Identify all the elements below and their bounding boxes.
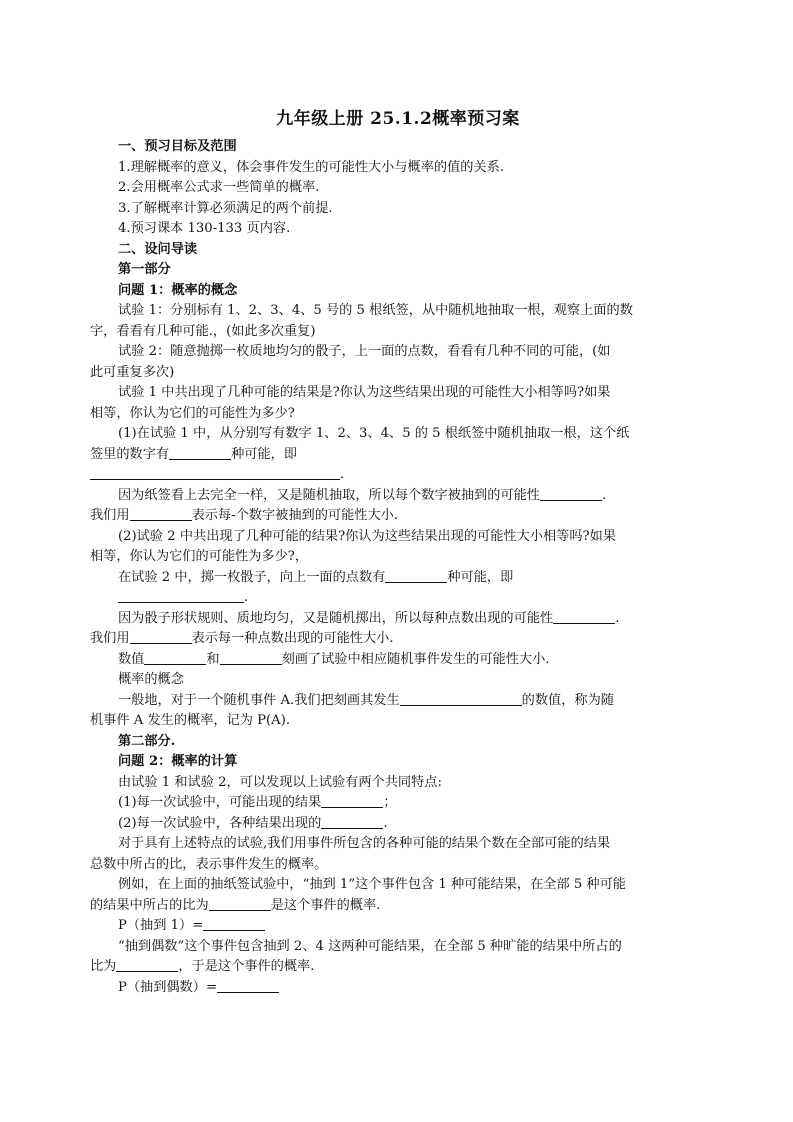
paragraph-4 xyxy=(118,568,678,589)
text: 的结果中所占的比为 xyxy=(90,897,209,913)
text: . xyxy=(602,487,607,503)
paragraph-q1-cont: 相等，你认为它们的可能性为多少? xyxy=(90,405,295,421)
fill-blank[interactable] xyxy=(130,629,192,644)
paragraph-3: (2)试验 2 中共出现了几种可能的结果?你认为这些结果出现的可能性大小相等吗?如果 xyxy=(118,528,616,544)
text: 是这个事件的概率. xyxy=(270,897,381,913)
paragraph-9: 对于具有上述特点的试验,我们用事件所包含的各种可能的结果个数在全部可能的结果 xyxy=(118,836,611,851)
text: 因为纸签看上去完全一样，又是随机抽取，所以每个数字被抽到的可能性 xyxy=(118,487,540,503)
text: (2)每一次试验中，各种结果出现的 xyxy=(118,815,322,831)
fill-blank[interactable] xyxy=(321,814,383,829)
text: . xyxy=(615,610,620,626)
paragraph-1-cont xyxy=(90,445,678,466)
fill-blank[interactable] xyxy=(540,486,602,501)
paragraph-8: 由试验 1 和试验 2，可以发现以上试验有两个共同特点: xyxy=(118,774,442,790)
paragraph-6 xyxy=(118,650,678,671)
text: 种可能，即 xyxy=(447,569,514,585)
text: 我们用 xyxy=(90,508,130,523)
text: . xyxy=(244,590,249,605)
text: . xyxy=(383,815,388,831)
paragraph-5 xyxy=(118,609,678,630)
experiment2-line1: 试验 2：随意抛掷一枚质地均匀的骰子，上一面的点数，看看有几种不同的可能，(如 xyxy=(118,344,611,359)
paragraph-1: (1)在试验 1 中，从分别写有数字 1、2、3、4、5 的 5 根纸签中随机抽取一根，这个纸 xyxy=(118,426,630,441)
text: ； xyxy=(383,795,397,810)
fill-blank[interactable] xyxy=(385,568,447,583)
concept-heading: 概率的概念 xyxy=(118,672,184,687)
fill-blank[interactable] xyxy=(144,650,206,665)
paragraph-11: “抽到偶数”这个事件包含抽到 2、4 这两种可能结果，在全部 5 种旷能的结果中所占的 xyxy=(118,938,622,954)
fill-blank[interactable] xyxy=(400,691,522,706)
text: 表示每一种点数出现的可能性大小. xyxy=(191,631,394,646)
text: 的数值，称为随 xyxy=(521,692,614,708)
experiment1-line1: 试验 1：分别标有 1、2、3、4、5 号的 5 根纸签，从中随机地抽取一根，观察上面的数 xyxy=(118,303,633,318)
text: P（抽到 1）= xyxy=(118,918,204,933)
paragraph-q1: 试验 1 中共出现了几种可能的结果是?你认为这些结果出现的可能性大小相等吗?如果 xyxy=(118,385,611,400)
text: 种可能，即 xyxy=(231,446,298,462)
paragraph-2 xyxy=(118,486,678,507)
fill-blank[interactable] xyxy=(209,896,271,911)
text: 在试验 2 中，掷一枚骰子，向上一面的点数有 xyxy=(118,569,386,585)
fill-blank[interactable] xyxy=(203,916,265,931)
fill-blank[interactable] xyxy=(321,793,383,808)
objective-item: 4.预习课本 130-133 页内容. xyxy=(118,221,291,236)
text: P（抽到偶数）= xyxy=(118,979,218,995)
fill-blank[interactable] xyxy=(169,445,231,460)
text: 比为 xyxy=(90,959,117,974)
formula-line-1 xyxy=(118,916,678,937)
fill-blank[interactable] xyxy=(90,465,340,480)
text: 我们用 xyxy=(90,631,130,646)
question1-heading: 问题 1：概率的概念 xyxy=(118,282,238,298)
text: 表示每-个数字被抽到的可能性大小. xyxy=(191,508,399,523)
paragraph-2-cont xyxy=(90,506,678,527)
part1-heading: 第一部分 xyxy=(118,262,171,277)
text: 和 xyxy=(206,651,220,667)
text: 签里的数字有 xyxy=(90,446,170,462)
answer-line xyxy=(90,465,678,486)
text: 刻画了试验中相应随机事件发生的可能性大小. xyxy=(281,651,550,667)
page-title: 九年级上册 25.1.2概率预习案 xyxy=(276,109,520,129)
part2-heading: 第二部分. xyxy=(118,733,176,749)
objective-item: 3.了解概率计算必须满足的两个前提. xyxy=(118,200,333,216)
text: . xyxy=(340,467,345,482)
fill-blank[interactable] xyxy=(553,609,615,624)
paragraph-11-cont xyxy=(90,957,678,978)
objective-item: 2.会用概率公式求一些简单的概率. xyxy=(118,180,320,195)
answer-line xyxy=(118,588,678,609)
question2-heading: 问题 2：概率的计算 xyxy=(118,754,238,769)
fill-blank[interactable] xyxy=(220,650,282,665)
paragraph-10-cont xyxy=(90,896,678,917)
document-page xyxy=(90,104,678,998)
experiment1-line2: 字，看看有几种可能.，(如此多次重复) xyxy=(90,323,316,339)
paragraph-9-cont: 总数中所占的比，表示事件发生的概率。 xyxy=(90,856,328,872)
text: ，于是这个事件的概率. xyxy=(178,959,315,974)
fill-blank[interactable] xyxy=(116,957,178,972)
fill-blank[interactable] xyxy=(130,506,192,521)
text: 数值 xyxy=(118,651,145,667)
feature-1 xyxy=(118,793,678,814)
objective-item: 1.理解概率的意义，体会事件发生的可能性大小与概率的值的关系. xyxy=(118,159,505,175)
paragraph-7-cont: 机事件 A 发生的概率，记为 P(A). xyxy=(90,713,291,728)
paragraph-7 xyxy=(118,691,678,712)
fill-blank[interactable] xyxy=(118,588,244,603)
paragraph-5-cont xyxy=(90,629,678,650)
feature-2 xyxy=(118,814,678,835)
section1-heading: 一、预习目标及范围 xyxy=(118,139,237,154)
paragraph-3-cont: 相等，你认为它们的可能性为多少?， xyxy=(90,549,309,564)
experiment2-line2: 此可重复多次) xyxy=(90,364,175,380)
text: 一般地，对于一个随机事件 A.我们把刻画其发生 xyxy=(118,692,400,708)
formula-line-2 xyxy=(118,978,678,999)
text: 因为骰子形状规则、质地均匀，又是随机掷出，所以每种点数出现的可能性 xyxy=(118,610,554,626)
section2-heading: 二、设问导读 xyxy=(118,241,198,257)
text: (1)每一次试验中，可能出现的结果 xyxy=(118,795,322,810)
fill-blank[interactable] xyxy=(217,978,279,993)
paragraph-10: 例如，在上面的抽纸签试验中，“抽到 1”这个事件包含 1 种可能结果，在全部 5 种可能 xyxy=(118,877,626,892)
